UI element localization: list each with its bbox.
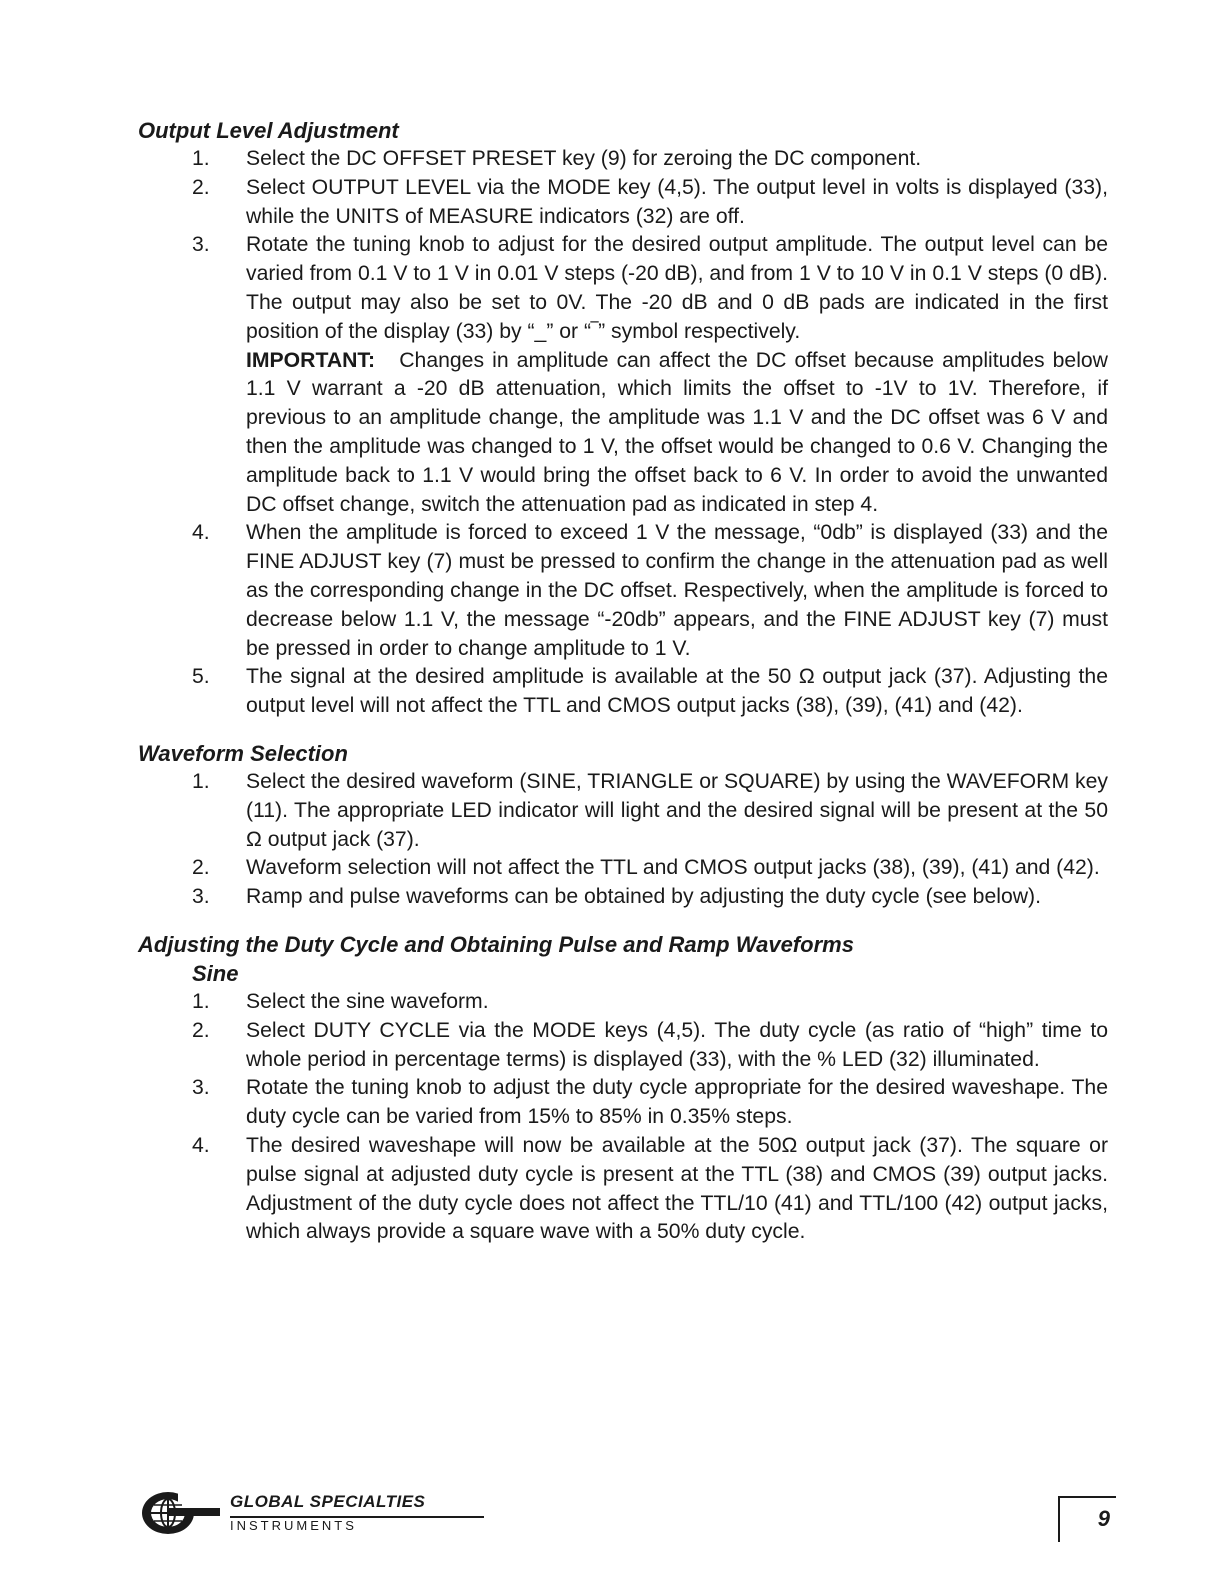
- section-subheading: Sine: [192, 960, 239, 986]
- step-text: Rotate the tuning knob to adjust the duty cycle appropriate for the desired waveshape. The duty cycle can be varied from 15% to 85% in 0.35% steps.: [246, 1076, 1108, 1129]
- step-text: The desired waveshape will now be available at the 50Ω output jack (37). The square or pulse signal at adjusted duty cycle is present at the TTL (38) and CMOS (39) output jacks. Adjustment of the duty cycle does not affect the TTL/10 (41) and TTL/100 (42) output jacks, which always provide a square wave with a 50% duty cycle.: [246, 1133, 1108, 1244]
- step-text: Select OUTPUT LEVEL via the MODE key (4,5). The output level in volts is displayed (33), while the UNITS of MEASURE indicators (32) are off.: [246, 175, 1108, 228]
- page-number-box: [1058, 1496, 1116, 1542]
- step-number: 2.: [192, 856, 210, 880]
- step-list: [138, 988, 1108, 1247]
- step-number: 4.: [192, 521, 210, 545]
- step-list: [138, 768, 1108, 912]
- important-label: IMPORTANT:: [246, 348, 376, 372]
- step-number: 2.: [192, 175, 210, 199]
- step-number: 5.: [192, 665, 210, 689]
- section-waveform-selection: [138, 739, 1108, 912]
- step-text: Select the sine waveform.: [246, 989, 489, 1013]
- list-item: [138, 519, 1108, 663]
- step-text: Select the DC OFFSET PRESET key (9) for zeroing the DC component.: [246, 147, 922, 170]
- section-heading: Waveform Selection: [138, 740, 348, 766]
- list-item: [138, 854, 1108, 883]
- list-item: [138, 174, 1108, 232]
- step-text: Ramp and pulse waveforms can be obtained by adjusting the duty cycle (see below).: [246, 885, 1041, 909]
- step-text: When the amplitude is forced to exceed 1 V the message, “0db” is displayed (33) and the FINE ADJUST key (7) must be pressed to confirm the change in the attenuation pad as well as the corresponding change in the DC offset. Respectively, when the amplitude is forced to decrease below 1.1 V, the message “-20db” appears, and the FINE ADJUST key (7) must be pressed in order to change amplitude to 1 V.: [246, 521, 1108, 660]
- step-text: The signal at the desired amplitude is available at the 50 Ω output jack (37). Adjusting the output level will not affect the TTL and CMOS output jacks (38), (39), (41) and (42).: [246, 665, 1108, 718]
- step-number: 1.: [192, 989, 210, 1013]
- list-item: [138, 988, 1108, 1017]
- section-heading: Adjusting the Duty Cycle and Obtaining Pulse and Ramp Waveforms: [138, 931, 854, 957]
- list-item: [138, 883, 1108, 912]
- step-number: 3.: [192, 233, 210, 257]
- step-text: Select DUTY CYCLE via the MODE keys (4,5). The duty cycle (as ratio of “high” time to whole period in percentage terms) is displayed (33), with the % LED (32) illuminated.: [246, 1018, 1108, 1071]
- brand-name: GLOBAL SPECIALTIES: [230, 1492, 426, 1511]
- step-text: Select the desired waveform (SINE, TRIANGLE or SQUARE) by using the WAVEFORM key (11). The appropriate LED indicator will light and the desired signal will be present at the 50 Ω output jack (37).: [246, 769, 1108, 851]
- step-number: 1.: [192, 147, 210, 170]
- step-text: Waveform selection will not affect the TTL and CMOS output jacks (38), (39), (41) and (42).: [246, 856, 1100, 880]
- step-number: 1.: [192, 769, 210, 793]
- section-output-level: [138, 116, 1108, 721]
- list-item: [138, 1132, 1108, 1247]
- list-item: [138, 145, 1108, 174]
- list-item: [138, 768, 1108, 854]
- important-note: [246, 347, 1108, 520]
- manual-page-content: [138, 116, 1108, 1247]
- step-number: 2.: [192, 1018, 210, 1042]
- step-number: 3.: [192, 885, 210, 909]
- page-number: 9: [1097, 1506, 1110, 1531]
- list-item: [138, 1074, 1108, 1132]
- brand-logo: [138, 1490, 518, 1540]
- section-heading: Output Level Adjustment: [138, 118, 399, 143]
- list-item: [138, 663, 1108, 721]
- step-list: [138, 145, 1108, 721]
- step-number: 3.: [192, 1076, 210, 1100]
- section-duty-cycle: [138, 930, 1108, 1247]
- important-text: Changes in amplitude can affect the DC offset because amplitudes below 1.1 V warrant a -20 dB attenuation, which limits the offset to -1V to 1V. Therefore, if previous to an amplitude change, the amplitude was 1.1 V and the DC offset was 6 V and then the amplitude was changed to 1 V, the offset would be changed to 0.6 V. Changing the amplitude back to 1.1 V would bring the offset back to 6 V. In order to avoid the unwanted DC offset change, switch the attenuation pad as indicated in step 4.: [246, 348, 1108, 516]
- step-number: 4.: [192, 1133, 210, 1157]
- brand-subtitle: INSTRUMENTS: [230, 1518, 357, 1533]
- step-text: Rotate the tuning knob to adjust for the desired output amplitude. The output level can be varied from 0.1 V to 1 V in 0.01 V steps (-20 dB), and from 1 V to 10 V in 0.1 V steps (0 dB). The output may also be set to 0V. The -20 dB and 0 dB pads are indicated in the first position of the display (33) by “_” or “‾” symbol respectively.: [246, 233, 1108, 343]
- globe-logo-icon: [138, 1490, 222, 1541]
- list-item: [138, 1017, 1108, 1075]
- list-item: [138, 231, 1108, 519]
